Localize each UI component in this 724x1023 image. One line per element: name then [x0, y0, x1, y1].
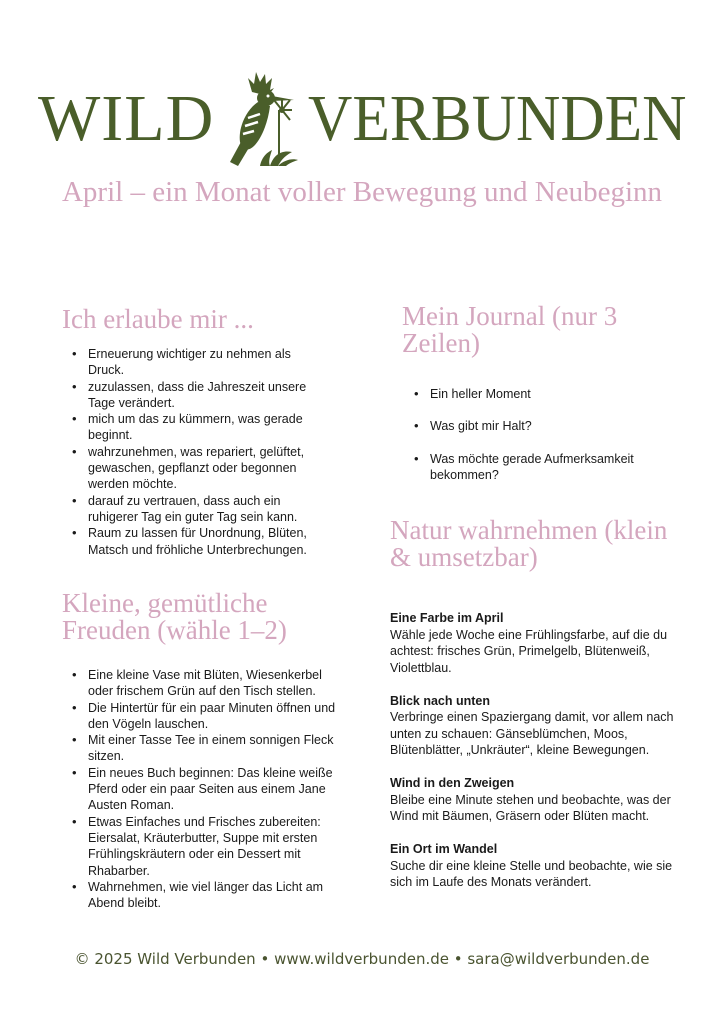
nature-block-text: Bleibe eine Minute stehen und beobachte, was der Wind mit Bäumen, Gräsern oder Blüten macht.	[390, 792, 671, 823]
list-item: • Was gibt mir Halt?	[430, 418, 680, 434]
nature-block	[390, 693, 680, 759]
hoopoe-bird-icon	[212, 70, 312, 170]
nature-block-text: Wähle jede Woche eine Frühlingsfarbe, auf die du achtest: frisches Grün, Primelgelb, Blütenweiß, Violettblau.	[390, 627, 668, 675]
list-item: • mich um das zu kümmern, was gerade beginnt.	[88, 411, 328, 444]
list-item: • darauf zu vertrauen, dass auch ein ruhigerer Tag ein guter Tag sein kann.	[88, 493, 328, 526]
joys-list	[66, 667, 348, 911]
list-item: • Wahrnehmen, wie viel länger das Licht am Abend bleibt.	[88, 879, 348, 912]
nature-block-text: Suche dir eine kleine Stelle und beobachte, wie sie sich im Laufe des Monats verändert.	[390, 858, 673, 889]
nature-block-title: Eine Farbe im April	[390, 611, 504, 625]
heading-joys: Kleine, gemütliche Freuden (wähle 1–2)	[62, 588, 287, 645]
footer: © 2025 Wild Verbunden • www.wildverbunden.de • sara@wildverbunden.de	[74, 950, 650, 968]
nature-block-title: Ein Ort im Wandel	[390, 842, 498, 856]
page-subtitle: April – ein Monat voller Bewegung und Neubeginn	[61, 176, 663, 208]
nature-block	[390, 775, 680, 825]
list-item: • Etwas Einfaches und Frisches zubereiten: Eiersalat, Kräuterbutter, Suppe mit ersten Frühlingskräutern oder ein Dessert mit Rhabarber.	[88, 814, 348, 879]
logo-word-verbunden: VERBUNDEN	[308, 82, 687, 155]
nature-block-title: Blick nach unten	[390, 693, 491, 708]
list-item: • wahrzunehmen, was repariert, gelüftet, gewaschen, gepflanzt oder begonnen werden möchte.	[88, 444, 328, 493]
list-item: • Die Hintertür für ein paar Minuten öffnen und den Vögeln lauschen.	[88, 700, 348, 733]
list-item: • Eine kleine Vase mit Blüten, Wiesenkerbel oder frischem Grün auf den Tisch stellen.	[88, 667, 348, 700]
list-item: • Mit einer Tasse Tee in einem sonnigen Fleck sitzen.	[88, 732, 348, 765]
nature-block	[390, 610, 680, 676]
list-item: • Raum zu lassen für Unordnung, Blüten, Matsch und fröhliche Unterbrechungen.	[88, 525, 328, 558]
list-item: • zuzulassen, dass die Jahreszeit unsere Tage verändert.	[88, 379, 328, 412]
list-item: • Ein heller Moment	[430, 386, 680, 402]
list-item: • Was möchte gerade Aufmerksamkeit bekommen?	[430, 451, 680, 484]
list-item: • Ein neues Buch beginnen: Das kleine weiße Pferd oder ein paar Seiten aus einem Jane Austen Roman.	[88, 765, 348, 814]
brand-logo	[36, 70, 686, 170]
heading-journal: Mein Journal (nur 3 Zeilen)	[402, 301, 618, 358]
list-item: • Erneuerung wichtiger zu nehmen als Druck.	[88, 346, 328, 379]
logo-word-wild: WILD	[38, 82, 215, 155]
nature-block-text: Verbringe einen Spaziergang damit, vor allem nach unten zu schauen: Gänseblümchen, Moos, Blütenblätter, „Unkräuter“, kleine Bewegungen.	[390, 710, 674, 757]
journal-list	[408, 386, 680, 483]
nature-section	[390, 610, 680, 907]
heading-allow: Ich erlaube mir ...	[62, 304, 254, 334]
heading-nature: Natur wahrnehmen (klein & umsetzbar)	[390, 515, 668, 572]
nature-block-title: Wind in den Zweigen	[390, 776, 515, 790]
allow-list	[66, 346, 328, 558]
nature-block	[390, 841, 680, 891]
